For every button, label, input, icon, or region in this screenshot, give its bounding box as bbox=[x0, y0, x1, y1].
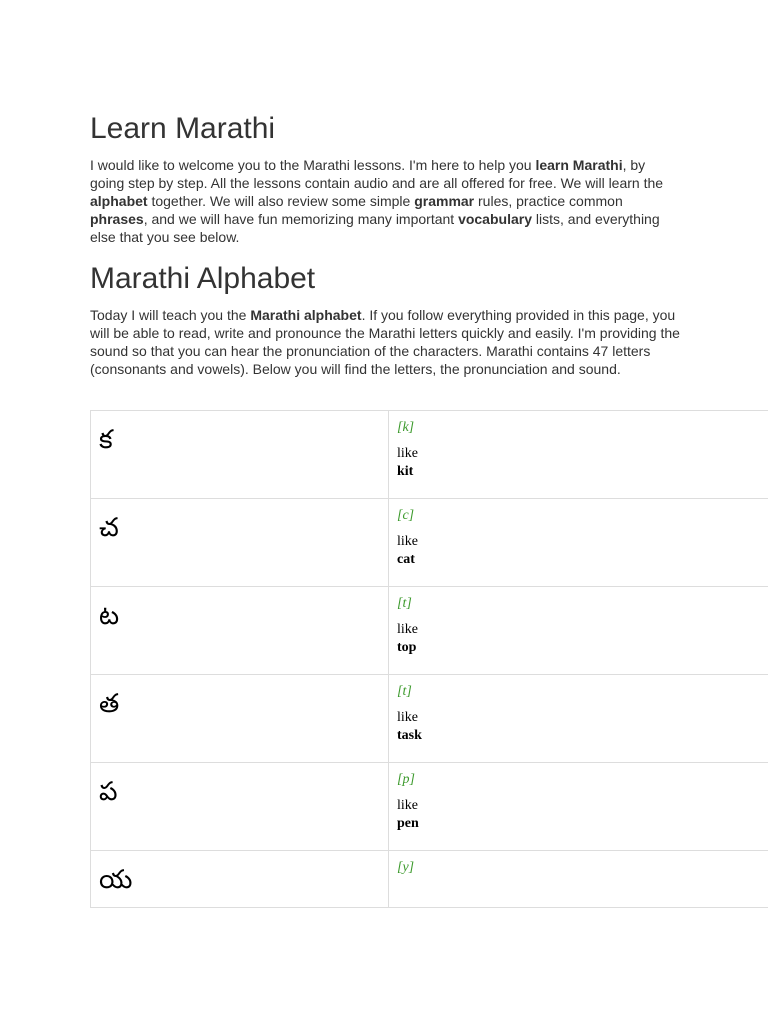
intro-bold-learn: learn Marathi bbox=[535, 157, 623, 173]
pronunciation-cell bbox=[389, 411, 768, 499]
page-title: Learn Marathi bbox=[90, 112, 276, 145]
letter-cell bbox=[91, 763, 389, 851]
pronunciation-cell bbox=[389, 851, 768, 908]
intro-text: , by going step by step. All the lessons contain audio and are all offered for free. We will learn the bbox=[90, 157, 664, 191]
intro-text: together. We will also review some simple bbox=[147, 193, 415, 209]
pronunciation-cell bbox=[389, 763, 768, 851]
intro-bold-alphabet: alphabet bbox=[90, 193, 148, 209]
intro-bold-vocabulary: vocabulary bbox=[458, 211, 532, 227]
pronunciation: [t] bbox=[397, 684, 412, 699]
pronunciation-cell bbox=[389, 675, 768, 763]
letter-cell bbox=[91, 499, 389, 587]
like-label: like bbox=[397, 710, 418, 725]
alphabet-text: Today I will teach you the bbox=[90, 307, 251, 323]
example-word: kit bbox=[397, 464, 414, 479]
example-word: task bbox=[397, 728, 422, 743]
pronunciation: [y] bbox=[397, 860, 415, 875]
example-word: cat bbox=[397, 552, 415, 567]
intro-bold-phrases: phrases bbox=[90, 211, 144, 227]
section-heading-alphabet: Marathi Alphabet bbox=[90, 262, 316, 295]
table-row bbox=[91, 411, 768, 499]
like-label: like bbox=[397, 798, 418, 813]
pronunciation: [t] bbox=[397, 596, 412, 611]
pronunciation-cell bbox=[389, 499, 768, 587]
table-row bbox=[91, 675, 768, 763]
table-row bbox=[91, 499, 768, 587]
letter-glyph: క bbox=[99, 425, 113, 455]
intro-text: lists, and everything else that you see below. bbox=[90, 211, 660, 245]
pronunciation: [k] bbox=[397, 420, 415, 435]
alphabet-bold: Marathi alphabet bbox=[250, 307, 362, 323]
intro-paragraph bbox=[90, 156, 680, 246]
letter-glyph: ప bbox=[99, 777, 118, 807]
like-label: like bbox=[397, 446, 418, 461]
alphabet-text: . If you follow everything provided in this page, you will be able to read, write and pronounce the Marathi letters quickly and easily. I'm providing the sound so that you can hear the pronunciation of the characters. Marathi contains 47 letters (consonants and vowels). Below you will find the letters, the pronunciation and sound. bbox=[90, 307, 680, 377]
alphabet-table bbox=[90, 410, 768, 908]
intro-text: I would like to welcome you to the Marathi lessons. I'm here to help you bbox=[90, 157, 536, 173]
letter-cell bbox=[91, 587, 389, 675]
letter-glyph: త bbox=[99, 689, 120, 719]
letter-glyph: చ bbox=[99, 513, 119, 543]
example-word: pen bbox=[397, 816, 419, 831]
like-label: like bbox=[397, 622, 418, 637]
letter-cell bbox=[91, 675, 389, 763]
table-row bbox=[91, 587, 768, 675]
like-label: like bbox=[397, 534, 418, 549]
pronunciation: [c] bbox=[397, 508, 415, 523]
pronunciation-cell bbox=[389, 587, 768, 675]
table-row bbox=[91, 763, 768, 851]
letter-glyph: య bbox=[99, 865, 133, 895]
table-row bbox=[91, 851, 768, 908]
letter-cell bbox=[91, 411, 389, 499]
article-content bbox=[90, 110, 768, 378]
intro-bold-grammar: grammar bbox=[414, 193, 475, 209]
example-word: top bbox=[397, 640, 417, 655]
pronunciation: [p] bbox=[397, 772, 415, 787]
intro-text: rules, practice common bbox=[474, 193, 623, 209]
letter-cell bbox=[91, 851, 389, 908]
letter-glyph: ట bbox=[99, 601, 120, 631]
intro-text: , and we will have fun memorizing many important bbox=[143, 211, 459, 227]
alphabet-paragraph bbox=[90, 306, 680, 378]
